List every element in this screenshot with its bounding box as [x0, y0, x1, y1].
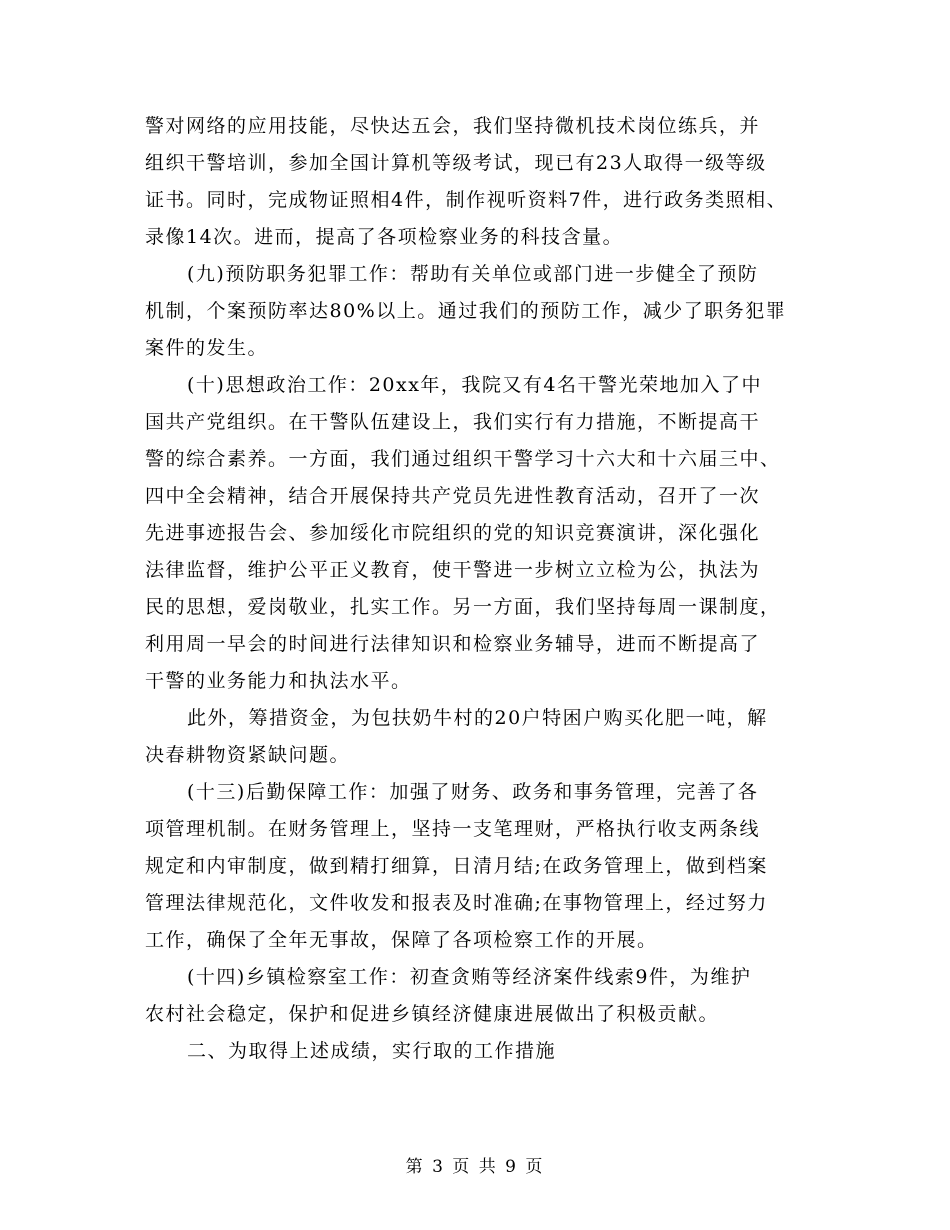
text-line: 利用周一早会的时间进行法律知识和检察业务辅导，进而不断提高了	[145, 633, 761, 655]
text-line: 案件的发生。	[145, 337, 269, 359]
text-line: 机制，个案预防率达80%以上。通过我们的预防工作，减少了职务犯罪	[145, 300, 787, 322]
text-line: 法律监督，维护公平正义教育，使干警进一步树立立检为公，执法为	[145, 559, 761, 581]
text-line: 警的综合素养。一方面，我们通过组织干警学习十六大和十六届三中、	[145, 448, 781, 470]
text-line: 民的思想，爱岗敬业，扎实工作。另一方面，我们坚持每周一课制度，	[145, 596, 781, 618]
text-line: 警对网络的应用技能，尽快达五会，我们坚持微机技术岗位练兵，并	[145, 115, 761, 137]
page-footer: 第 3 页 共 9 页	[405, 1157, 545, 1177]
text-line: 农村社会稳定，保护和促进乡镇经济健康进展做出了积极贡献。	[145, 1003, 720, 1025]
text-line: 工作，确保了全年无事故，保障了各项检察工作的开展。	[145, 929, 658, 951]
body-text	[145, 108, 815, 1070]
text-line: 录像14次。进而，提高了各项检察业务的科技含量。	[145, 226, 624, 248]
text-line: (九)预防职务犯罪工作：帮助有关单位或部门进一步健全了预防	[187, 263, 759, 285]
text-line: 二、为取得上述成绩，实行取的工作措施	[187, 1040, 557, 1062]
text-line: (十三)后勤保障工作：加强了财务、政务和事务管理，完善了各	[187, 781, 759, 803]
text-line: 干警的业务能力和执法水平。	[145, 670, 412, 692]
text-line: 此外，筹措资金，为包扶奶牛村的20户特困户购买化肥一吨，解	[187, 707, 768, 729]
text-line: 先进事迹报告会、参加绥化市院组织的党的知识竞赛演讲，深化强化	[145, 522, 761, 544]
text-line: 四中全会精神，结合开展保持共产党员先进性教育活动，召开了一次	[145, 485, 761, 507]
text-line: 规定和内审制度，做到精打细算，日清月结;在政务管理上，做到档案	[145, 855, 768, 877]
text-line: 项管理机制。在财务管理上，坚持一支笔理财，严格执行收支两条线	[145, 818, 761, 840]
text-line: 证书。同时，完成物证照相4件，制作视听资料7件，进行政务类照相、	[145, 189, 788, 211]
text-line: (十四)乡镇检察室工作：初查贪贿等经济案件线索9件，为维护	[187, 966, 752, 988]
text-line: 决春耕物资紧缺问题。	[145, 744, 351, 766]
text-line: 组织干警培训，参加全国计算机等级考试，现已有23人取得一级等级	[145, 152, 767, 174]
text-line: (十)思想政治工作：20xx年，我院又有4名干警光荣地加入了中	[187, 374, 763, 396]
text-line: 国共产党组织。在干警队伍建设上，我们实行有力措施，不断提高干	[145, 411, 761, 433]
text-line: 管理法律规范化，文件收发和报表及时准确;在事物管理上，经过努力	[145, 892, 768, 914]
